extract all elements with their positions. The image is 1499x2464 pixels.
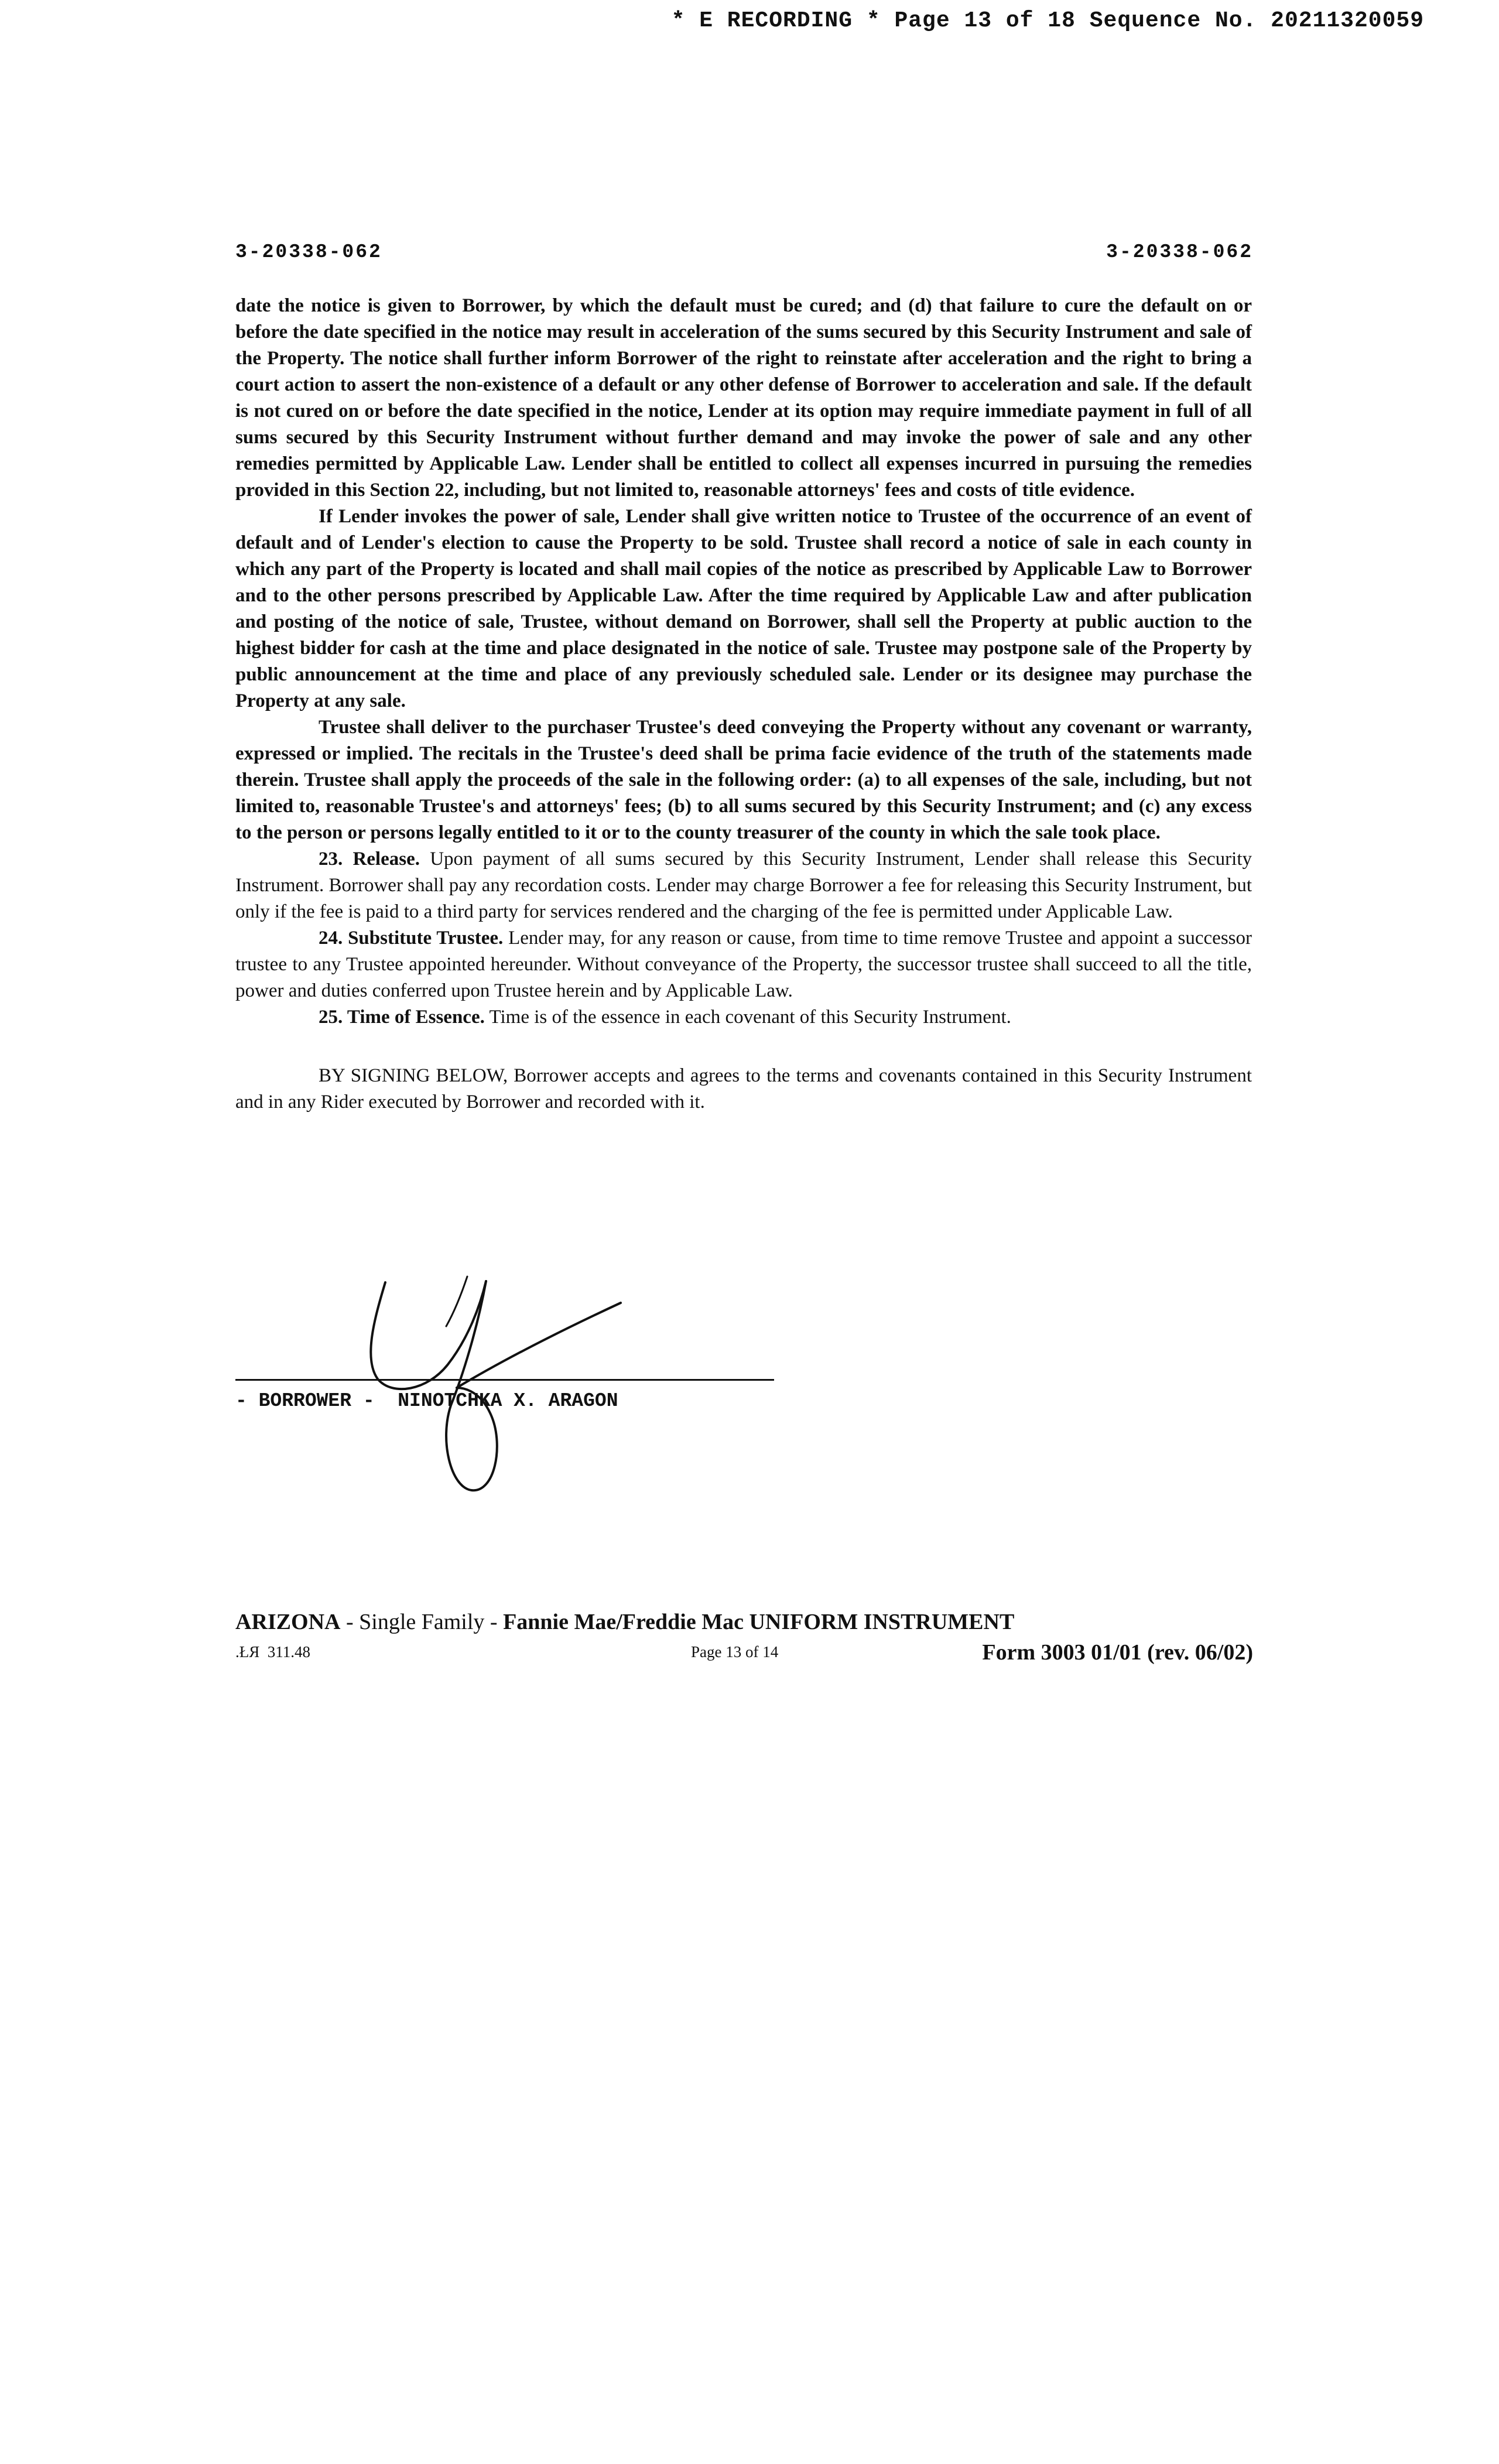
section-23-release xyxy=(235,846,1252,925)
section-25-text: Time is of the essence in each covenant of this Security Instrument. xyxy=(484,1007,1011,1028)
footer-instrument: Fannie Mae/Freddie Mac UNIFORM INSTRUMENT xyxy=(503,1610,1015,1634)
section-24-substitute-trustee xyxy=(235,925,1252,1004)
signature-stroke-hook xyxy=(446,1277,467,1326)
signature-stroke xyxy=(371,1281,486,1389)
section-23-text: Upon payment of all sums secured by this Security Instrument, Lender shall release this Security Instrument. Borrower shall pay any recordation costs. Lender may charge Borrower a fee for releasing this Security Instrument, but only if the fee is paid to a third party for services rendered and the charging of the fee is permitted under Applicable Law. xyxy=(235,848,1252,922)
paragraph-trustee-deed: Trustee shall deliver to the purchaser Trustee's deed conveying the Property without any covenant or warranty, expressed or implied. The recitals in the Trustee's deed shall be prima facie evidence of the truth of the statements made therein. Trustee shall apply the proceeds of the sale in the following order: (a) to all expenses of the sale, including, but not limited to, reasonable Trustee's and attorneys' fees; (b) to all sums secured by this Security Instrument; and (c) any excess to the person or persons legally entitled to it or to the county treasurer of the county in which the sale took place. xyxy=(235,717,1252,843)
footer-code: .ŁЯ 311.48 xyxy=(235,1643,310,1661)
borrower-name-label: - BORROWER - NINOTCHKA X. ARAGON xyxy=(235,1390,618,1412)
signing-statement: BY SIGNING BELOW, Borrower accepts and agrees to the terms and covenants contained in this Security Instrument and in any Rider executed by Borrower and recorded with it. xyxy=(235,1065,1252,1113)
loan-number-left: 3-20338-062 xyxy=(235,241,382,263)
footer-state: ARIZONA xyxy=(235,1610,341,1634)
section-25-heading: 25. Time of Essence. xyxy=(319,1007,485,1028)
section-23-heading: 23. Release. xyxy=(319,848,420,870)
handwritten-signature xyxy=(351,1271,632,1517)
footer-form-title xyxy=(235,1609,1014,1635)
section-25-time-of-essence xyxy=(235,1004,1252,1031)
footer-page-number: Page 13 of 14 xyxy=(691,1643,779,1661)
section-24-text: Lender may, for any reason or cause, from time to time remove Trustee and appoint a successor trustee to any Trustee appointed hereunder. Without conveyance of the Property, the successor trustee shall succeed to all the title, power and duties conferred upon Trustee herein and by Applicable Law. xyxy=(235,928,1252,1001)
footer-family: Single Family xyxy=(359,1610,485,1634)
paragraph-power-of-sale: If Lender invokes the power of sale, Lender shall give written notice to Trustee of the occurrence of an event of default and of Lender's election to cause the Property to be sold. Trustee shall record a notice of sale in each county in which any part of the Property is located and shall mail copies of the notice as prescribed by Applicable Law to Borrower and to the other persons prescribed by Applicable Law. After the time required by Applicable Law and after publication and posting of the notice of sale, Trustee, without demand on Borrower, shall sell the Property at public auction to the highest bidder for cash at the time and place designated in the notice of sale. Trustee may postpone sale of the Property by public announcement at the time and place of any previously scheduled sale. Lender or its designee may purchase the Property at any sale. xyxy=(235,506,1252,711)
footer-sep-1: - xyxy=(340,1610,360,1634)
document-body xyxy=(235,293,1252,1115)
signature-stroke-tail xyxy=(457,1303,621,1388)
section-24-heading: 24. Substitute Trustee. xyxy=(319,928,504,949)
paragraph-default-notice: date the notice is given to Borrower, by which the default must be cured; and (d) that failure to cure the default on or before the date specified in the notice may result in acceleration of the sums secured by this Security Instrument and sale of the Property. The notice shall further inform Borrower of the right to reinstate after acceleration and the right to bring a court action to assert the non-existence of a default or any other defense of Borrower to acceleration and sale. If the default is not cured on or before the date specified in the notice, Lender at its option may require immediate payment in full of all sums secured by this Security Instrument without further demand and may invoke the power of sale and any other remedies permitted by Applicable Law. Lender shall be entitled to collect all expenses incurred in pursuing the remedies provided in this Section 22, including, but not limited to, reasonable attorneys' fees and costs of title evidence. xyxy=(235,295,1252,501)
loan-number-right: 3-20338-062 xyxy=(1106,241,1253,263)
footer-form-number: Form 3003 01/01 (rev. 06/02) xyxy=(982,1640,1253,1665)
recording-header: * E RECORDING * Page 13 of 18 Sequence No. 20211320059 xyxy=(671,8,1424,33)
footer-sep-2: - xyxy=(484,1610,504,1634)
